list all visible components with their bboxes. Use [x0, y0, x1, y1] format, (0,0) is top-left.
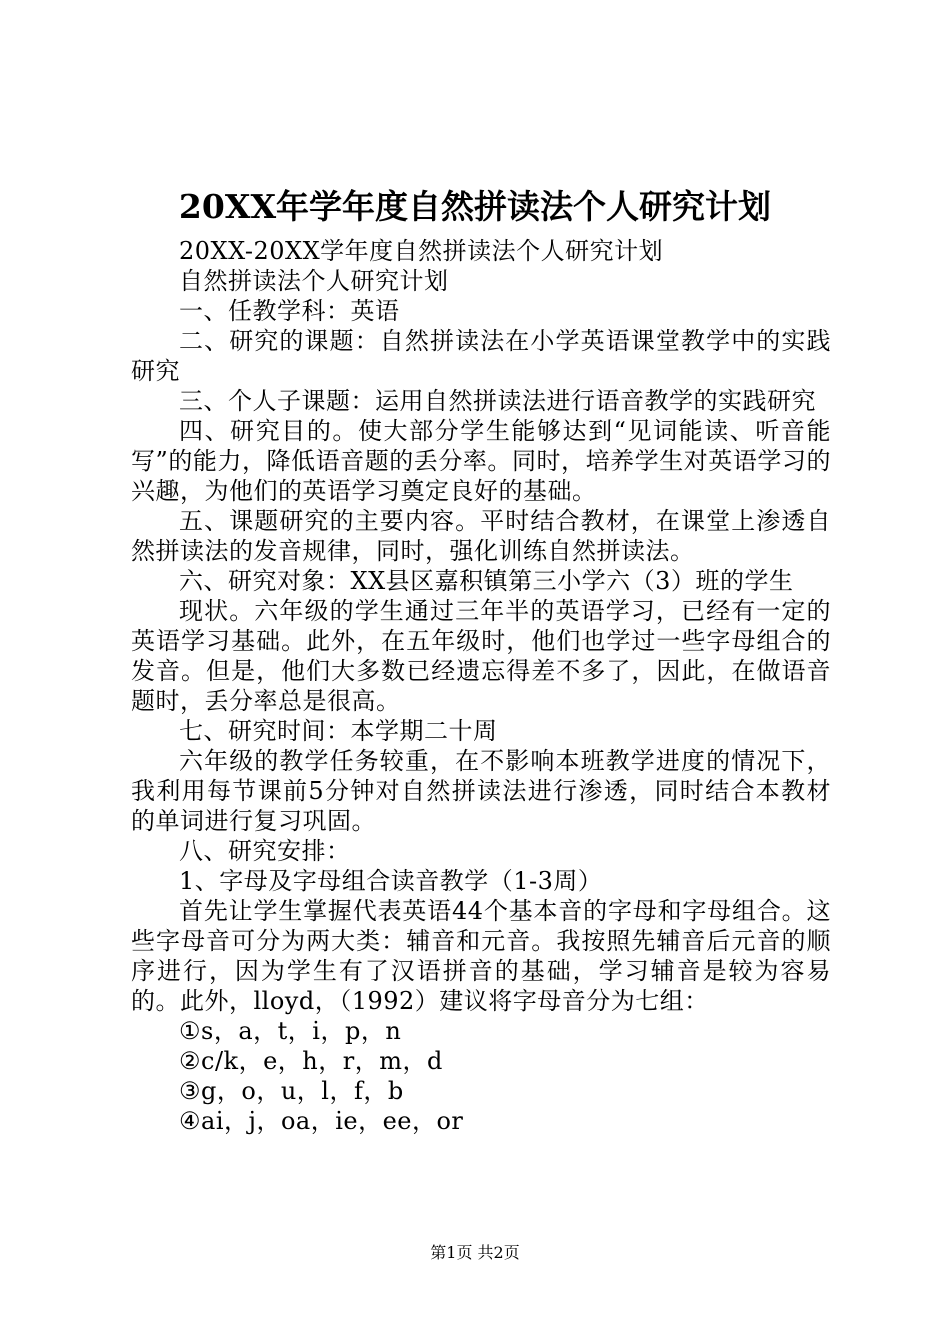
document-title: 20XX年学年度自然拼读法个人研究计划 [178, 187, 772, 226]
paragraph: 五、课题研究的主要内容。平时结合教材，在课堂上渗透自然拼读法的发音规律，同时，强化训练自然拼读法。 [131, 507, 831, 565]
paragraph: 四、研究目的。使大部分学生能够达到“见词能读、听音能写”的能力，降低语音题的丢分率。同时，培养学生对英语学习的兴趣，为他们的英语学习奠定良好的基础。 [131, 417, 831, 505]
paragraph: ④ai，j，oa，ie，ee，or [179, 1107, 464, 1135]
paragraph: 自然拼读法个人研究计划 [179, 267, 449, 295]
paragraph: 六、研究对象：XX县区嘉积镇第三小学六（3）班的学生 [179, 567, 794, 595]
page-footer: 第1页 共2页 [430, 1243, 520, 1262]
paragraph: ②c/k，e，h，r，m，d [179, 1047, 443, 1075]
paragraph: 20XX-20XX学年度自然拼读法个人研究计划 [179, 237, 664, 265]
paragraph: 三、个人子课题：运用自然拼读法进行语音教学的实践研究 [179, 387, 816, 415]
paragraph: 一、任教学科：英语 [179, 297, 400, 325]
paragraph: 七、研究时间：本学期二十周 [179, 717, 498, 745]
document-body [131, 236, 831, 1136]
paragraph: 1、字母及字母组合读音教学（1-3周） [179, 867, 603, 895]
paragraph: 现状。六年级的学生通过三年半的英语学习，已经有一定的英语学习基础。此外，在五年级时，他们也学过一些字母组合的发音。但是，他们大多数已经遗忘得差不多了，因此，在做语音题时，丢分率总是很高。 [131, 597, 831, 715]
paragraph: 首先让学生掌握代表英语44个基本音的字母和字母组合。这些字母音可分为两大类：辅音和元音。我按照先辅音后元音的顺序进行，因为学生有了汉语拼音的基础，学习辅音是较为容易的。此外，lloyd，（1992）建议将字母音分为七组： [131, 897, 831, 1015]
paragraph: 八、研究安排： [179, 837, 351, 865]
paragraph: ③g，o，u，l，f，b [179, 1077, 404, 1105]
paragraph: 二、研究的课题：自然拼读法在小学英语课堂教学中的实践研究 [131, 327, 831, 385]
paragraph: ①s，a，t，i，p，n [179, 1017, 402, 1045]
paragraph: 六年级的教学任务较重，在不影响本班教学进度的情况下，我利用每节课前5分钟对自然拼读法进行渗透，同时结合本教材的单词进行复习巩固。 [131, 747, 831, 835]
